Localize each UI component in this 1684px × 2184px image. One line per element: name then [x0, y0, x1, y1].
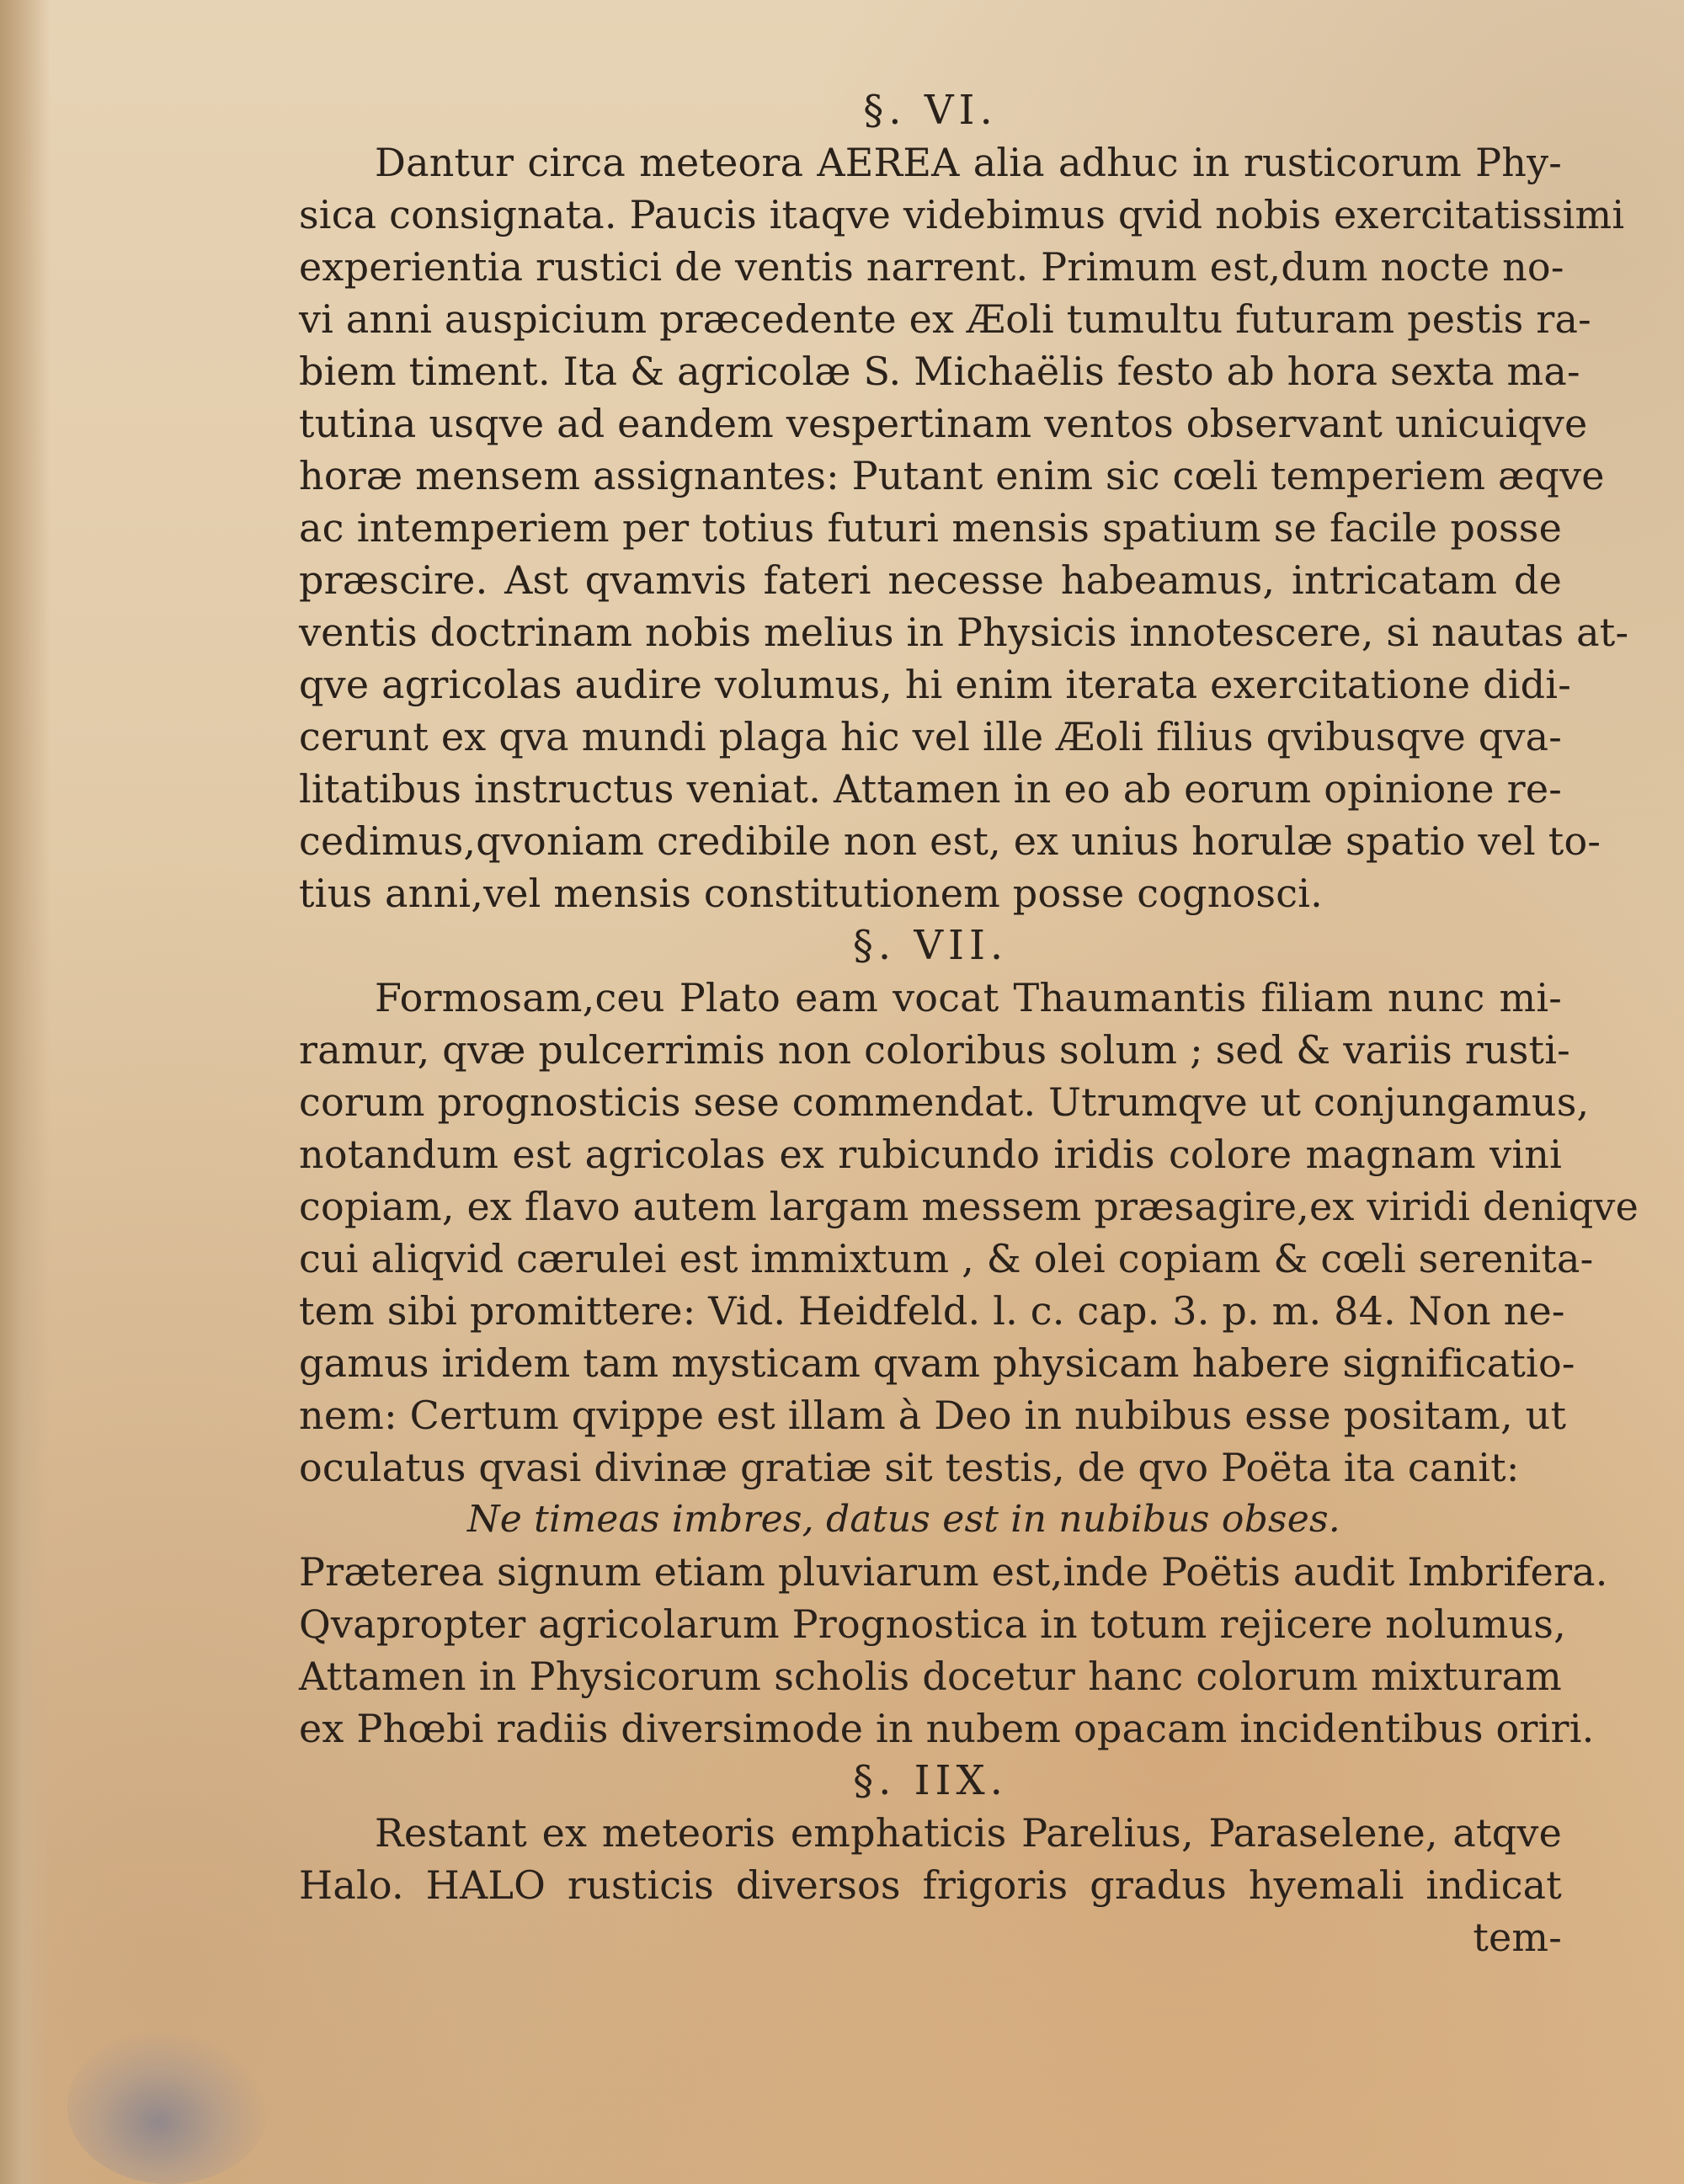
paragraph: [299, 1546, 1608, 1755]
text-line: Qvapropter agricolarum Prognostica in totum rejicere nolumus,: [299, 1601, 1566, 1647]
text-line: Halo. HALO rusticis diversos frigoris gradus hyemali indicat: [299, 1862, 1562, 1908]
text-line: biem timent. Ita & agricolæ S. Michaëlis festo ab hora sexta ma-: [299, 349, 1580, 394]
text-line: Dantur circa meteora AEREA alia adhuc in rusticorum Phy-: [375, 140, 1562, 185]
paragraph: [299, 972, 1639, 1494]
text-line: Attamen in Physicorum scholis docetur hanc colorum mixturam: [299, 1654, 1562, 1699]
text-line: cedimus,qvoniam credibile non est, ex unius horulæ spatio vel to-: [299, 818, 1601, 864]
text-line: sica consignata. Paucis itaqve videbimus qvid nobis exercitatissimi: [299, 192, 1625, 237]
section-heading: §. VI.: [863, 87, 998, 134]
text-line: gamus iridem tam mysticam qvam physicam habere significatio-: [299, 1340, 1575, 1386]
text-line: cerunt ex qva mundi plaga hic vel ille Æoli filius qvibusqve qva-: [299, 714, 1562, 759]
text-line: ramur, qvæ pulcerrimis non coloribus solum ; sed & variis rusti-: [299, 1027, 1570, 1073]
section-vii: [299, 919, 1639, 1755]
text-line: Præterea signum etiam pluviarum est,inde Poëtis audit Imbrifera.: [299, 1549, 1608, 1595]
text-line: tutina usqve ad eandem vespertinam ventos observant unicuiqve: [299, 401, 1588, 446]
text-line: copiam, ex flavo autem largam messem præsagire,ex viridi deniqve: [299, 1184, 1639, 1229]
text-line: tius anni,vel mensis constitutionem posse cognosci.: [299, 871, 1323, 916]
text-line: ventis doctrinam nobis melius in Physicis innotescere, si nautas at-: [299, 610, 1629, 655]
text-line: præscire. Ast qvamvis fateri necesse habeamus, intricatam de: [299, 557, 1562, 603]
catchword: tem-: [1473, 1915, 1562, 1960]
text-line: Formosam,ceu Plato eam vocat Thaumantis filiam nunc mi-: [375, 975, 1562, 1020]
text-line: vi anni auspicium præcedente ex Æoli tumultu futuram pestis ra-: [299, 296, 1591, 342]
text-line: ac intemperiem per totius futuri mensis spatium se facile posse: [299, 505, 1562, 551]
text-line: notandum est agricolas ex rubicundo iridis colore magnam vini: [299, 1132, 1562, 1177]
verse-quote: Ne timeas imbres, datus est in nubibus obses.: [467, 1498, 1340, 1541]
section-heading: §. VII.: [852, 922, 1009, 969]
ink-stain: [67, 2029, 269, 2184]
text-line: experientia rustici de ventis narrent. Primum est,dum nocte no-: [299, 244, 1564, 290]
text-line: nem: Certum qvippe est illam à Deo in nubibus esse positam, ut: [299, 1393, 1567, 1438]
text-line: ex Phœbi radiis diversimode in nubem opacam incidentibus oriri.: [299, 1706, 1595, 1751]
text-line: oculatus qvasi divinæ gratiæ sit testis, de qvo Poëta ita canit:: [299, 1445, 1520, 1490]
page-text: [299, 84, 1639, 1963]
section-heading: §. IIX.: [853, 1757, 1008, 1804]
text-line: corum prognosticis sese commendat. Utrumqve ut conjungamus,: [299, 1079, 1590, 1125]
paragraph: [299, 1807, 1562, 1963]
section-iix: [299, 1755, 1562, 1963]
text-line: tem sibi promittere: Vid. Heidfeld. l. c. cap. 3. p. m. 84. Non ne-: [299, 1288, 1565, 1334]
text-line: cui aliqvid cærulei est immixtum , & olei copiam & cœli serenita-: [299, 1236, 1594, 1281]
page-gutter-shadow: [0, 0, 51, 2184]
text-line: horæ mensem assignantes: Putant enim sic cœli temperiem æqve: [299, 453, 1605, 498]
text-line: Restant ex meteoris emphaticis Parelius, Paraselene, atqve: [375, 1810, 1562, 1856]
section-vi: [299, 84, 1629, 919]
text-line: qve agricolas audire volumus, hi enim iterata exercitatione didi-: [299, 662, 1571, 707]
paragraph: [299, 136, 1629, 919]
text-line: litatibus instructus veniat. Attamen in eo ab eorum opinione re-: [299, 766, 1562, 812]
